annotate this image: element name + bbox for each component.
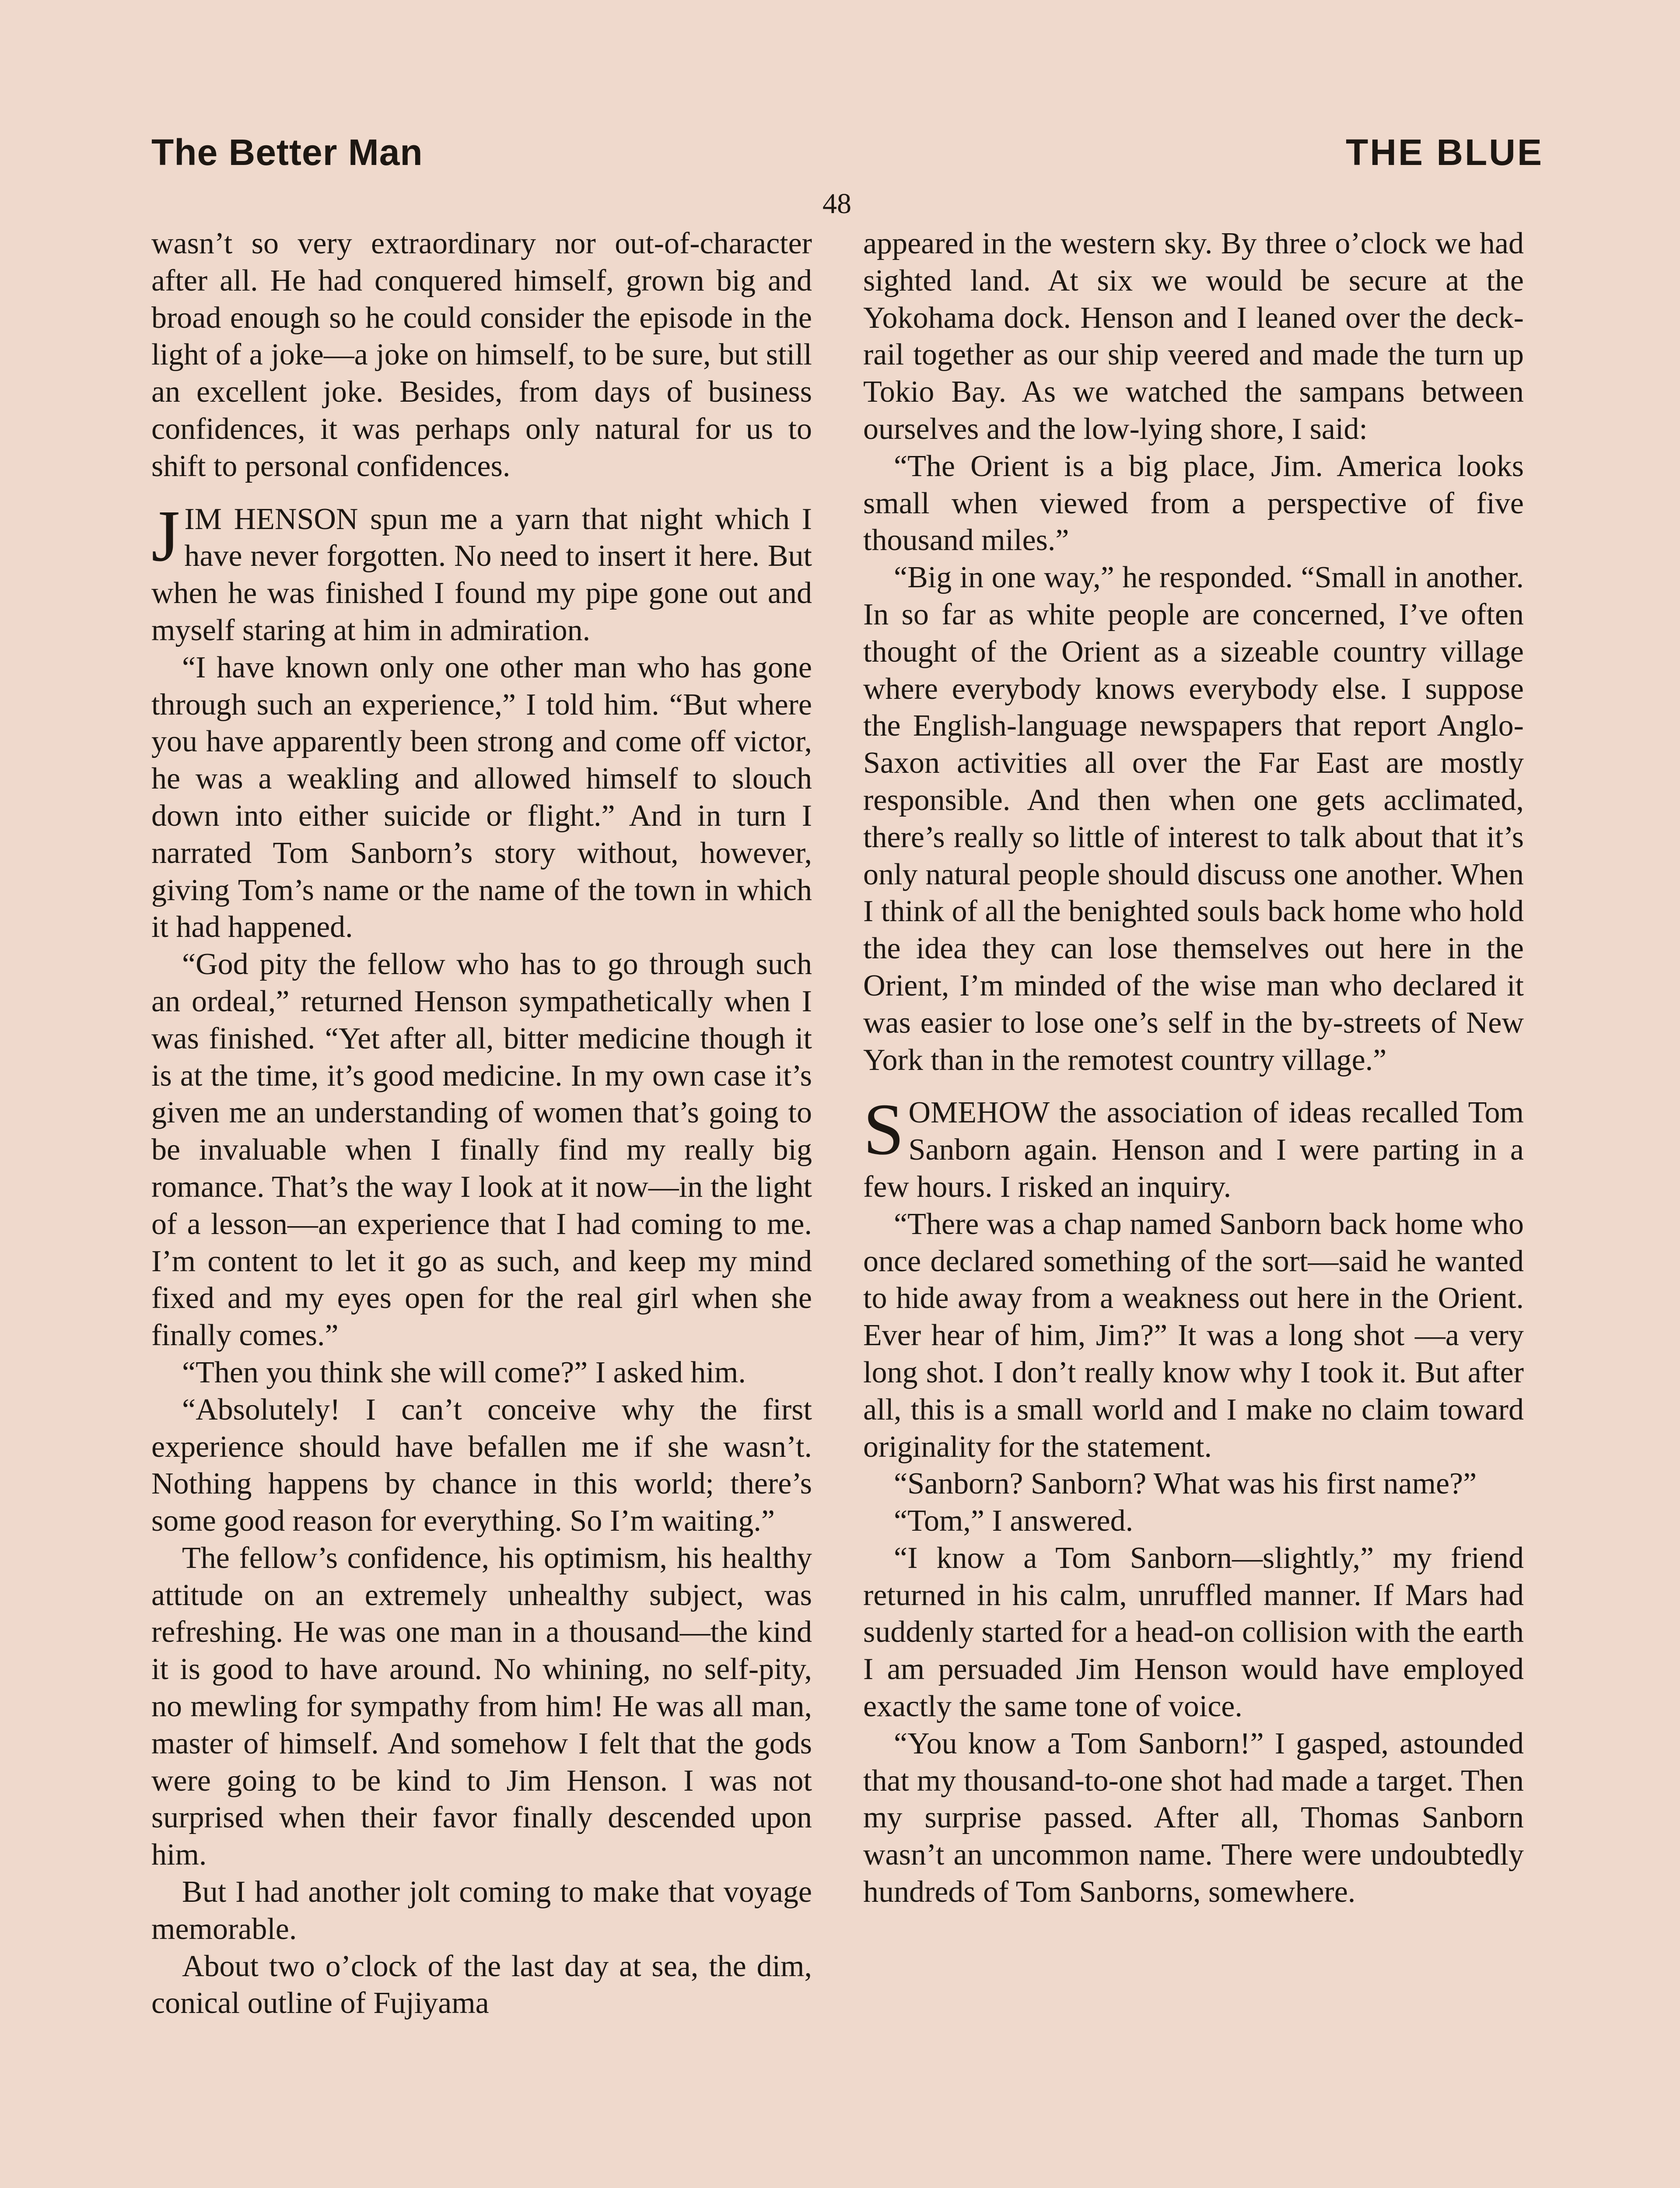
drop-cap: S (863, 1089, 904, 1171)
paragraph-text: OMEHOW the association of ideas recalled Tom Sanborn again. Henson and I were parting in a few hours. I risked an inquiry. (863, 1096, 1524, 1204)
paragraph: “There was a chap named Sanborn back home who once declared something of the sort—said he wanted to hide away from a weakness out here in the Orient. Ever hear of him, Jim?” It was a long shot —a very long shot. I don’t really know why I took it. But after all, this is a small world and I make no claim toward originality for the statement. (863, 1207, 1524, 1464)
paragraph: “Tom,” I answered. (894, 1504, 1134, 1538)
paragraph: “Big in one way,” he responded. “Small in another. In so far as white people are concerned, I’ve often thought of the Orient as a sizeable country village where everybody knows everybody else. I suppose the English-language newspapers that report Anglo-Saxon activities all over the Far East are mostly responsible. And then when one gets acclimated, there’s really so little of interest to talk about that it’s only natural people should discuss one another. When I think of all the benighted souls back home who hold the idea they can lose themselves out here in the Orient, I’m minded of the wise man who declared it was easier to lose one’s self in the by-streets of New York than in the remotest country village.” (863, 561, 1524, 1077)
section-paragraph (863, 1089, 1524, 1206)
page-number: 48 (822, 188, 851, 220)
paragraph: “I have known only one other man who has gone through such an experience,” I told him. “But where you have apparently been strong and come off victor, he was a weakling and allowed himself to slouch down into either suicide or flight.” And in turn I narrated Tom Sanborn’s story without, however, giving Tom’s name or the name of the town in which it had happened. (151, 650, 812, 944)
story-title: The Better Man (151, 132, 423, 173)
paragraph: “Then you think she will come?” I asked him. (182, 1355, 746, 1389)
magazine-title: THE BLUE (1346, 132, 1544, 173)
drop-cap: J (151, 495, 180, 577)
paragraph: appeared in the western sky. By three o’clock we had sighted land. At six we would be secure at the Yokohama dock. Henson and I leaned over the deck-rail together as our ship veered and made the turn up Tokio Bay. As we watched the sampans between ourselves and the low-lying shore, I said: (863, 227, 1524, 446)
paragraph: “Absolutely! I can’t conceive why the first experience should have befallen me if she wasn’t. Nothing happens by chance in this world; there’s some good reason for everything. So I’m waiting.” (151, 1392, 812, 1538)
paragraph: The fellow’s confidence, his optimism, his healthy attitude on an extremely unhealthy subject, was refreshing. He was one man in a thousand—the kind it is good to have around. No whining, no self-pity, no mewling for sympathy from him! He was all man, master of himself. And somehow I felt that the gods were going to be kind to Jim Henson. I was not surprised when their favor finally descended upon him. (151, 1541, 812, 1872)
paragraph: “The Orient is a big place, Jim. America looks small when viewed from a perspective of five thousand miles.” (863, 449, 1524, 558)
paragraph: But I had another jolt coming to make that voyage memorable. (151, 1875, 812, 1946)
paragraph: “God pity the fellow who has to go through such an ordeal,” returned Henson sympathetically when I was finished. “Yet after all, bitter medicine though it is at the time, it’s good medicine. In my own case it’s given me an understanding of women that’s going to be invaluable when I finally find my really big romance. That’s the way I look at it now—in the light of a lesson—an experience that I had coming to me. I’m content to let it go as such, and keep my mind fixed and my eyes open for the real girl when she finally comes.” (151, 947, 812, 1353)
left-column (151, 225, 812, 2022)
section-paragraph (151, 495, 812, 649)
paragraph-text: IM HENSON spun me a yarn that night which I have never forgotten. No need to insert it here. But when he was finished I found my pipe gone out and myself staring at him in admiration. (151, 502, 812, 647)
paragraph: wasn’t so very extraordinary nor out-of-character after all. He had conquered himself, grown big and broad enough so he could consider the episode in the light of a joke—a joke on himself, to be sure, but still an excellent joke. Besides, from days of business confidences, it was perhaps only natural for us to shift to personal confidences. (151, 227, 812, 483)
paragraph: “Sanborn? Sanborn? What was his first name?” (894, 1467, 1477, 1501)
right-column (863, 225, 1524, 1911)
paragraph: About two o’clock of the last day at sea, the dim, conical outline of Fujiyama (151, 1949, 812, 2020)
paragraph: “I know a Tom Sanborn—slightly,” my friend returned in his calm, unruffled manner. If Mars had suddenly started for a head-on collision with the earth I am persuaded Jim Henson would have employed exactly the same tone of voice. (863, 1541, 1524, 1724)
paragraph: “You know a Tom Sanborn!” I gasped, astounded that my thousand-to-one shot had made a target. Then my surprise passed. After all, Thomas Sanborn wasn’t an uncommon name. There were undoubtedly hundreds of Tom Sanborns, somewhere. (863, 1726, 1524, 1909)
